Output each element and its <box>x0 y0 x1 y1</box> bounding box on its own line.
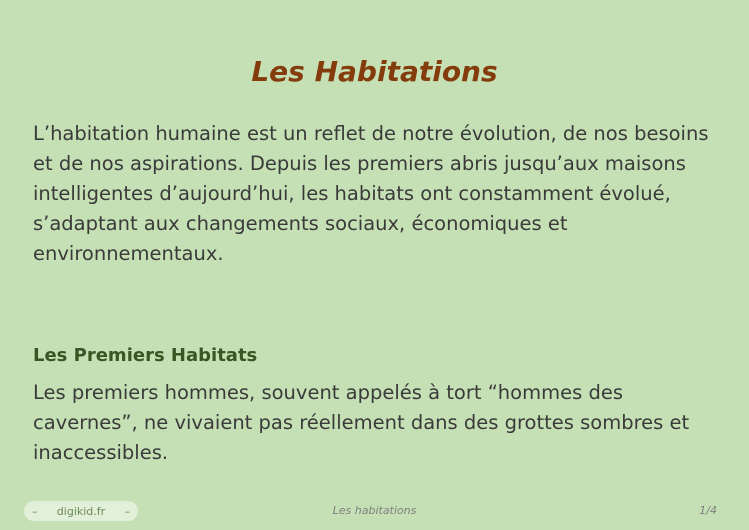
page-title: Les Habitations <box>251 54 498 88</box>
footer-page-number: 1/4 <box>699 504 717 517</box>
footer-dash-right: – <box>124 504 130 518</box>
footer-brand-text: digikid.fr <box>56 504 106 518</box>
section-heading: Les Premiers Habitats <box>33 345 258 366</box>
section-paragraph: Les premiers hommes, souvent appelés à tort “hommes des cavernes”, ne vivaient pas réellement dans des grottes sombres et inaccessibles. <box>33 381 690 464</box>
intro-paragraph: L’habitation humaine est un reflet de notre évolution, de nos besoins et de nos aspirations. Depuis les premiers abris jusqu’aux maisons intelligentes d’aujourd’hui, les habitats ont constamment évolué, s’adaptant aux changements sociaux, économiques et environnementaux. <box>33 122 709 265</box>
footer-document-title: Les habitations <box>332 504 417 517</box>
footer-dash-left: – <box>32 504 38 518</box>
